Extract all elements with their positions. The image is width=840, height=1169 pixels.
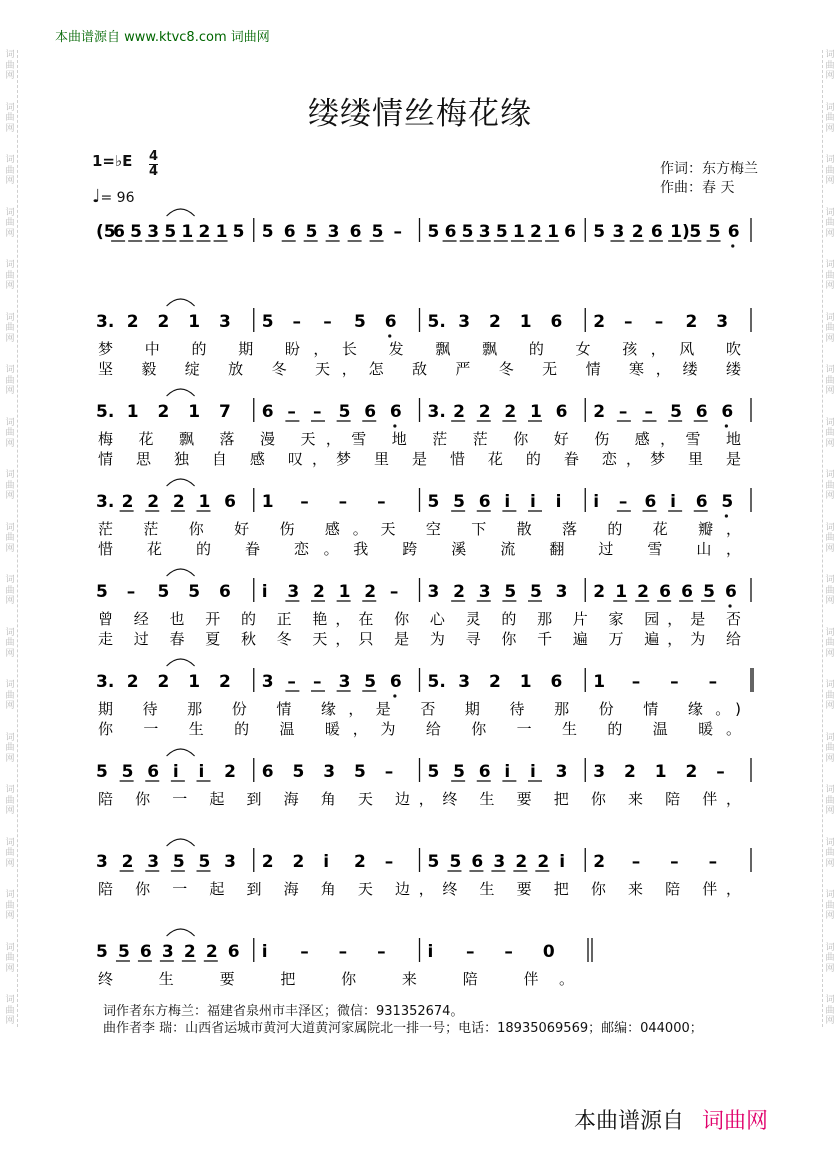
note: 2 bbox=[261, 852, 274, 872]
note: 2 bbox=[685, 312, 698, 332]
note: – bbox=[618, 402, 628, 422]
note: 2 bbox=[489, 672, 501, 692]
note: – bbox=[300, 492, 309, 512]
note: – bbox=[708, 852, 718, 872]
note: 6 bbox=[389, 402, 402, 422]
note: 3 bbox=[327, 222, 340, 242]
note: 0 bbox=[542, 942, 555, 962]
note: 5 bbox=[232, 222, 245, 242]
note: 6 bbox=[721, 402, 734, 422]
lyric-line: 走 过 春 夏 秋 冬 天，只 是 为 寻 你 千 遍 万 遍，为 给 bbox=[98, 630, 741, 648]
note: 6 bbox=[727, 222, 740, 242]
note: – bbox=[377, 942, 386, 962]
note: – bbox=[670, 852, 679, 872]
note: 2 bbox=[478, 402, 491, 422]
note: i bbox=[504, 762, 511, 782]
song-title: 缕缕情丝梅花缘 bbox=[308, 96, 532, 132]
note: 1 bbox=[126, 402, 139, 422]
note: 2 bbox=[157, 402, 170, 422]
note: i bbox=[172, 762, 179, 782]
note: 6 bbox=[550, 672, 563, 692]
note: – bbox=[323, 312, 332, 332]
note: 2 bbox=[219, 672, 231, 692]
note: 5 bbox=[427, 762, 440, 782]
note: 2 bbox=[313, 582, 325, 602]
octave-dot bbox=[731, 244, 734, 247]
contact-info bbox=[103, 1003, 703, 1037]
slur bbox=[167, 479, 195, 486]
note: 3. bbox=[96, 492, 115, 512]
octave-dot bbox=[725, 514, 728, 517]
note: 6 bbox=[681, 582, 693, 602]
note: 3 bbox=[555, 582, 568, 602]
note: 2 bbox=[147, 492, 160, 512]
note: 2 bbox=[685, 762, 698, 782]
note: 5 bbox=[198, 852, 211, 872]
note: 2 bbox=[157, 312, 170, 332]
lyric-line: 惜 花 的 眷 恋。我 跨 溪 流 翻 过 雪 山， bbox=[98, 540, 741, 558]
note: 6 bbox=[471, 852, 484, 872]
note: 6 bbox=[659, 582, 671, 602]
note: – bbox=[465, 942, 475, 962]
note: 5 bbox=[354, 762, 366, 782]
time-numerator: 4 bbox=[149, 149, 159, 164]
note: 5 bbox=[117, 942, 130, 962]
note: 2 bbox=[530, 222, 542, 242]
note: 2 bbox=[157, 672, 170, 692]
note: 5 bbox=[427, 492, 440, 512]
note: 2 bbox=[489, 312, 501, 332]
note: i bbox=[593, 492, 600, 512]
note: 6 bbox=[224, 492, 236, 512]
note: 5 bbox=[305, 222, 318, 242]
note: 5. bbox=[427, 312, 446, 332]
note: (5 bbox=[96, 222, 116, 242]
note: 2 bbox=[126, 312, 139, 332]
note: 2 bbox=[183, 942, 196, 962]
slur bbox=[167, 839, 195, 846]
note: – bbox=[313, 672, 322, 692]
note: 1 bbox=[547, 222, 559, 242]
note: 3 bbox=[716, 312, 729, 332]
note: 6 bbox=[478, 492, 491, 512]
note: 3 bbox=[478, 582, 491, 602]
note: 5 bbox=[593, 222, 606, 242]
octave-dot bbox=[388, 334, 391, 337]
note: – bbox=[389, 582, 399, 602]
note: 5 bbox=[188, 582, 201, 602]
note: 6 bbox=[261, 762, 274, 782]
note: 2 bbox=[453, 402, 465, 422]
note: 6 bbox=[644, 492, 657, 512]
note: 6 bbox=[113, 222, 125, 242]
note: – bbox=[292, 312, 301, 332]
note: 1 bbox=[519, 312, 532, 332]
note: 5 bbox=[96, 582, 108, 602]
note: 1 bbox=[261, 492, 274, 512]
note: 6 bbox=[147, 762, 160, 782]
lyric-line: 坚 毅 绽 放 冬 天，怎 敌 严 冬 无 情 寒，缕 缕 bbox=[98, 360, 742, 378]
note: 1 bbox=[188, 312, 201, 332]
lyric-line: 你 一 生 的 温 暖，为 给 你 一 生 的 温 暖。 bbox=[98, 720, 741, 738]
lyric-line: 茫 茫 你 好 伤 感。天 空 下 散 落 的 花 瓣， bbox=[98, 520, 741, 538]
composer: 作曲：春 天 bbox=[660, 180, 735, 196]
lyric-line: 陪 你 一 起 到 海 角 天 边，终 生 要 把 你 来 陪 伴， bbox=[98, 790, 742, 808]
note: – bbox=[287, 402, 296, 422]
note: 6 bbox=[564, 222, 577, 242]
lyric-line: 期 待 那 份 情 缘，是 否 期 待 那 份 情 缘。) bbox=[98, 700, 741, 718]
note: 5 bbox=[689, 222, 702, 242]
note: – bbox=[300, 942, 309, 962]
note: 3 bbox=[147, 852, 160, 872]
note: i bbox=[670, 492, 676, 512]
note: 5 bbox=[708, 222, 721, 242]
lyric-line: 陪 你 一 起 到 海 角 天 边，终 生 要 把 你 来 陪 伴， bbox=[98, 880, 742, 898]
slur bbox=[167, 299, 195, 306]
note: 2 bbox=[198, 222, 211, 242]
note: – bbox=[631, 672, 641, 692]
note: i bbox=[427, 942, 434, 962]
note: 6 bbox=[219, 582, 231, 602]
note: 2 bbox=[504, 402, 517, 422]
note: 2 bbox=[537, 852, 550, 872]
note: 2 bbox=[126, 672, 139, 692]
octave-dot bbox=[393, 694, 396, 697]
note: i bbox=[323, 852, 330, 872]
note: 3 bbox=[224, 852, 236, 872]
note: – bbox=[631, 852, 641, 872]
note: 5 bbox=[427, 222, 440, 242]
note: 3 bbox=[427, 582, 440, 602]
note: 1 bbox=[198, 492, 211, 512]
note: 3 bbox=[219, 312, 231, 332]
note: 2 bbox=[364, 582, 377, 602]
quarter-note-icon: ♩ bbox=[92, 186, 101, 207]
note: 6 bbox=[650, 222, 663, 242]
note: 3. bbox=[96, 312, 115, 332]
note: 1 bbox=[338, 582, 351, 602]
note: i bbox=[559, 852, 566, 872]
note: 5 bbox=[261, 222, 274, 242]
note: 1 bbox=[593, 672, 606, 692]
note: 6 bbox=[555, 402, 568, 422]
note: i bbox=[261, 942, 268, 962]
note: 5 bbox=[449, 852, 462, 872]
note: 5 bbox=[354, 312, 366, 332]
note: 6 bbox=[695, 402, 708, 422]
note: 3 bbox=[338, 672, 351, 692]
note: – bbox=[384, 762, 394, 782]
note: 6 bbox=[389, 672, 402, 692]
note: 6 bbox=[550, 312, 563, 332]
note: 5 bbox=[96, 942, 108, 962]
note: 3 bbox=[593, 762, 606, 782]
note: 6 bbox=[364, 402, 377, 422]
note: – bbox=[644, 402, 653, 422]
note: 5 bbox=[427, 852, 440, 872]
note: 5 bbox=[670, 402, 682, 422]
tempo-value: = 96 bbox=[100, 190, 135, 206]
octave-dot bbox=[725, 424, 728, 427]
note: i bbox=[530, 492, 536, 512]
note: 5 bbox=[364, 672, 377, 692]
note: – bbox=[393, 222, 403, 242]
note: – bbox=[377, 492, 386, 512]
key-signature: 1=♭E bbox=[92, 152, 133, 170]
source-header: 本曲谱源自 www.ktvc8.com 词曲网 bbox=[55, 30, 270, 45]
note: 5 bbox=[453, 762, 465, 782]
note: 5 bbox=[504, 582, 517, 602]
note: – bbox=[504, 942, 513, 962]
note: 5 bbox=[721, 492, 734, 512]
note: 3 bbox=[612, 222, 625, 242]
note: 2 bbox=[121, 492, 134, 512]
octave-dot bbox=[393, 424, 396, 427]
note: 2 bbox=[453, 582, 465, 602]
note: 1) bbox=[670, 222, 690, 242]
note: – bbox=[287, 672, 296, 692]
side-watermark-left: 词 曲 网 词 曲 网 词 曲 网 词 曲 网 词 曲 网 词 曲 网 词 曲 网 词 曲 网 词 曲 网 词 曲 网 词 曲 网 词 曲 网 词 曲 网 词 曲 网 词 曲 网 词 曲 网 词 曲 网 词 曲 网 词 曲 网 bbox=[3, 50, 18, 1027]
slur bbox=[167, 929, 195, 936]
note: 5 bbox=[121, 762, 134, 782]
note: 1 bbox=[519, 672, 532, 692]
note: 2 bbox=[631, 222, 644, 242]
note: 2 bbox=[292, 852, 305, 872]
slur bbox=[167, 209, 195, 216]
note: 5 bbox=[495, 222, 508, 242]
slur bbox=[167, 389, 195, 396]
note: 1 bbox=[615, 582, 628, 602]
note: 3 bbox=[147, 222, 160, 242]
lyric-line: 曾 经 也 开 的 正 艳，在 你 心 灵 的 那 片 家 园，是 否 bbox=[98, 610, 741, 628]
octave-dot bbox=[728, 604, 731, 607]
lyricist: 作词：东方梅兰 bbox=[660, 161, 758, 177]
composer-contact: 曲作者李 瑞：山西省运城市黄河大道黄河家属院北一排一号；电话：18935069569；邮编：044000； bbox=[103, 1021, 703, 1036]
note: 5 bbox=[338, 402, 351, 422]
lyric-line: 情 思 独 自 感 叹，梦 里 是 惜 花 的 眷 恋，梦 里 是 bbox=[98, 450, 741, 468]
note: 6 bbox=[384, 312, 397, 332]
note: – bbox=[338, 942, 348, 962]
note: 3 bbox=[323, 762, 336, 782]
note: 5 bbox=[157, 582, 170, 602]
note: – bbox=[126, 582, 136, 602]
note: i bbox=[530, 762, 536, 782]
note: 3 bbox=[287, 582, 300, 602]
slur bbox=[167, 659, 195, 666]
note: 2 bbox=[593, 312, 606, 332]
note: i bbox=[504, 492, 511, 512]
note: 5. bbox=[96, 402, 115, 422]
note: 1 bbox=[188, 402, 201, 422]
slur bbox=[167, 749, 195, 756]
note: 2 bbox=[515, 852, 528, 872]
note: 5 bbox=[371, 222, 384, 242]
note: i bbox=[555, 492, 562, 512]
note: – bbox=[338, 492, 348, 512]
note: 2 bbox=[172, 492, 185, 512]
note: – bbox=[708, 672, 718, 692]
note: 7 bbox=[219, 402, 231, 422]
note: 3 bbox=[458, 672, 471, 692]
note: – bbox=[654, 312, 664, 332]
note: 5 bbox=[461, 222, 474, 242]
note: 2 bbox=[593, 852, 606, 872]
note: i bbox=[198, 762, 205, 782]
lyricist-contact: 词作者东方梅兰：福建省泉州市丰泽区；微信：931352674。 bbox=[103, 1004, 464, 1019]
note: – bbox=[624, 312, 633, 332]
note: 6 bbox=[725, 582, 737, 602]
time-denominator: 4 bbox=[149, 164, 159, 179]
note: 3 bbox=[478, 222, 491, 242]
note: 3 bbox=[261, 672, 274, 692]
note: 3. bbox=[96, 672, 115, 692]
lyric-line: 梅 花 飘 落 漫 天，雪 地 茫 茫 你 好 伤 感，雪 地 bbox=[98, 430, 741, 448]
note: 1 bbox=[215, 222, 228, 242]
note: – bbox=[384, 852, 394, 872]
note: 6 bbox=[349, 222, 362, 242]
note: 3 bbox=[458, 312, 471, 332]
note: 2 bbox=[224, 762, 236, 782]
note: 1 bbox=[181, 222, 194, 242]
note: 3 bbox=[555, 762, 568, 782]
note: – bbox=[313, 402, 322, 422]
note: 2 bbox=[354, 852, 366, 872]
lyric-line: 梦 中 的 期 盼，长 发 飘 飘 的 女 孩，风 吹 bbox=[98, 340, 741, 358]
note: 6 bbox=[227, 942, 240, 962]
note: 5 bbox=[130, 222, 143, 242]
note: 2 bbox=[205, 942, 218, 962]
note: 2 bbox=[593, 582, 606, 602]
note: 6 bbox=[139, 942, 152, 962]
note: 3 bbox=[493, 852, 506, 872]
slur bbox=[167, 569, 195, 576]
lyric-line: 终 生 要 把 你 来 陪 伴。 bbox=[98, 970, 574, 988]
note: 5 bbox=[261, 312, 274, 332]
note: – bbox=[670, 672, 679, 692]
note: 2 bbox=[624, 762, 636, 782]
source-brand: 词曲网 bbox=[702, 1109, 769, 1134]
note: 6 bbox=[283, 222, 296, 242]
source-prefix: 本曲谱源自 bbox=[574, 1109, 685, 1134]
note: 5 bbox=[530, 582, 542, 602]
note: 5 bbox=[172, 852, 185, 872]
note: 1 bbox=[654, 762, 667, 782]
note: 2 bbox=[121, 852, 134, 872]
note: 1 bbox=[512, 222, 525, 242]
note: 5 bbox=[703, 582, 715, 602]
source-footer bbox=[574, 1104, 768, 1135]
note: 3 bbox=[161, 942, 174, 962]
note: 2 bbox=[593, 402, 606, 422]
note: 5 bbox=[164, 222, 177, 242]
note: 5. bbox=[427, 672, 446, 692]
note: i bbox=[261, 582, 268, 602]
note: 6 bbox=[444, 222, 457, 242]
note: – bbox=[618, 492, 628, 512]
note: 2 bbox=[637, 582, 650, 602]
note: 6 bbox=[695, 492, 708, 512]
note: 6 bbox=[261, 402, 274, 422]
note: – bbox=[716, 762, 725, 782]
note: 1 bbox=[530, 402, 542, 422]
note: 5 bbox=[292, 762, 305, 782]
note: 3. bbox=[427, 402, 446, 422]
note: 5 bbox=[453, 492, 465, 512]
note: 6 bbox=[478, 762, 491, 782]
note: 5 bbox=[96, 762, 108, 782]
note: 1 bbox=[188, 672, 201, 692]
side-watermark-right: 词 曲 网 词 曲 网 词 曲 网 词 曲 网 词 曲 网 词 曲 网 词 曲 网 词 曲 网 词 曲 网 词 曲 网 词 曲 网 词 曲 网 词 曲 网 词 曲 网 词 曲 网 词 曲 网 词 曲 网 词 曲 网 词 曲 网 bbox=[822, 50, 837, 1027]
note: 3 bbox=[96, 852, 108, 872]
